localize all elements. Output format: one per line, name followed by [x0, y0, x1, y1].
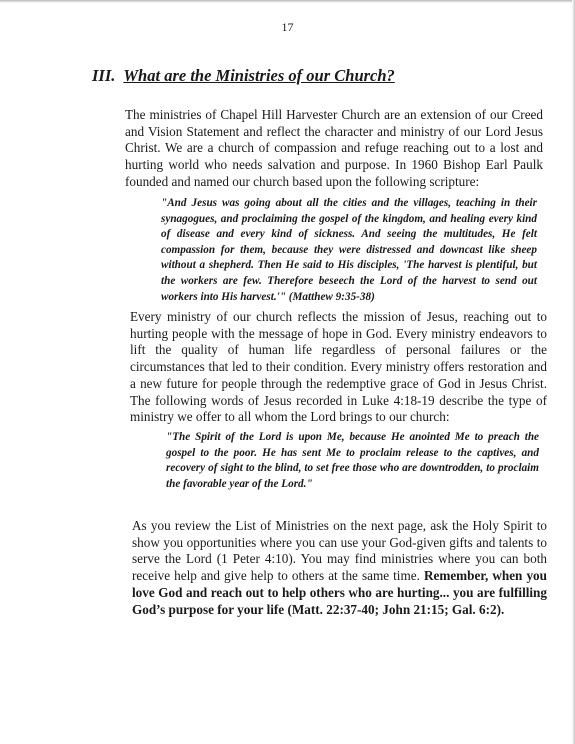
- closing-paragraph-text: As you review the List of Ministries on the next page, ask the Holy Spirit to show you opportunities where you can use your God-given gifts and talents to serve the Lord (1 Peter 4:10). You may find ministries where you can both receive help and give help to others at the same time.: [132, 518, 547, 584]
- mission-paragraph: Every ministry of our church reflects the mission of Jesus, reaching out to hurting people with the message of hope in God. Every ministry endeavors to lift the quality of human life regardless of personal failures or the circumstances that led to their condition. Every ministry offers restoration and a new future for people through the redemptive grace of God in Jesus Christ. The following words of Jesus recorded in Luke 4:18-19 describe the type of ministry we offer to all whom the Lord brings to our church:: [130, 309, 547, 425]
- section-title: What are the Ministries of our Church?: [123, 66, 395, 85]
- section-numeral: III.: [92, 66, 116, 85]
- luke-scripture-quote: "The Spirit of the Lord is upon Me, because He anointed Me to preach the gospel to the poor. He has sent Me to proclaim release to the captives, and recovery of sight to the blind, to set free those who are downtrodden, to proclaim the favorable year of the Lord.": [166, 431, 539, 490]
- intro-paragraph: The ministries of Chapel Hill Harvester Church are an extension of our Creed and Vision Statement and reflect the character and ministry of our Lord Jesus Christ. We are a church of compassion and refuge reaching out to a lost and hurting world who needs salvation and purpose. In 1960 Bishop Earl Paulk founded and named our church based upon the following scripture:: [125, 107, 543, 189]
- scan-edge-top: [0, 0, 575, 3]
- matthew-scripture-quote: "And Jesus was going about all the cities and the villages, teaching in their synagogues, and proclaiming the gospel of the kingdom, and healing every kind of disease and every kind of sickness. And seeing the multitudes, He felt compassion for them, because they were distressed and downcast like sheep without a shepherd. Then He said to His disciples, 'The harvest is plentiful, but the workers are few. Therefore beseech the Lord of the harvest to send out workers into His harvest.'" (Matthew 9:35-38): [161, 197, 537, 303]
- page-number: 17: [281, 20, 294, 34]
- section-heading: [92, 66, 395, 86]
- closing-paragraph: [132, 518, 547, 618]
- closing-paragraph-emphasis: Remember, when you love God and reach out to help others who are hurting... you are fulfilling God’s purpose for your life (Matt. 22:37-40; John 21:15; Gal. 6:2).: [132, 568, 547, 617]
